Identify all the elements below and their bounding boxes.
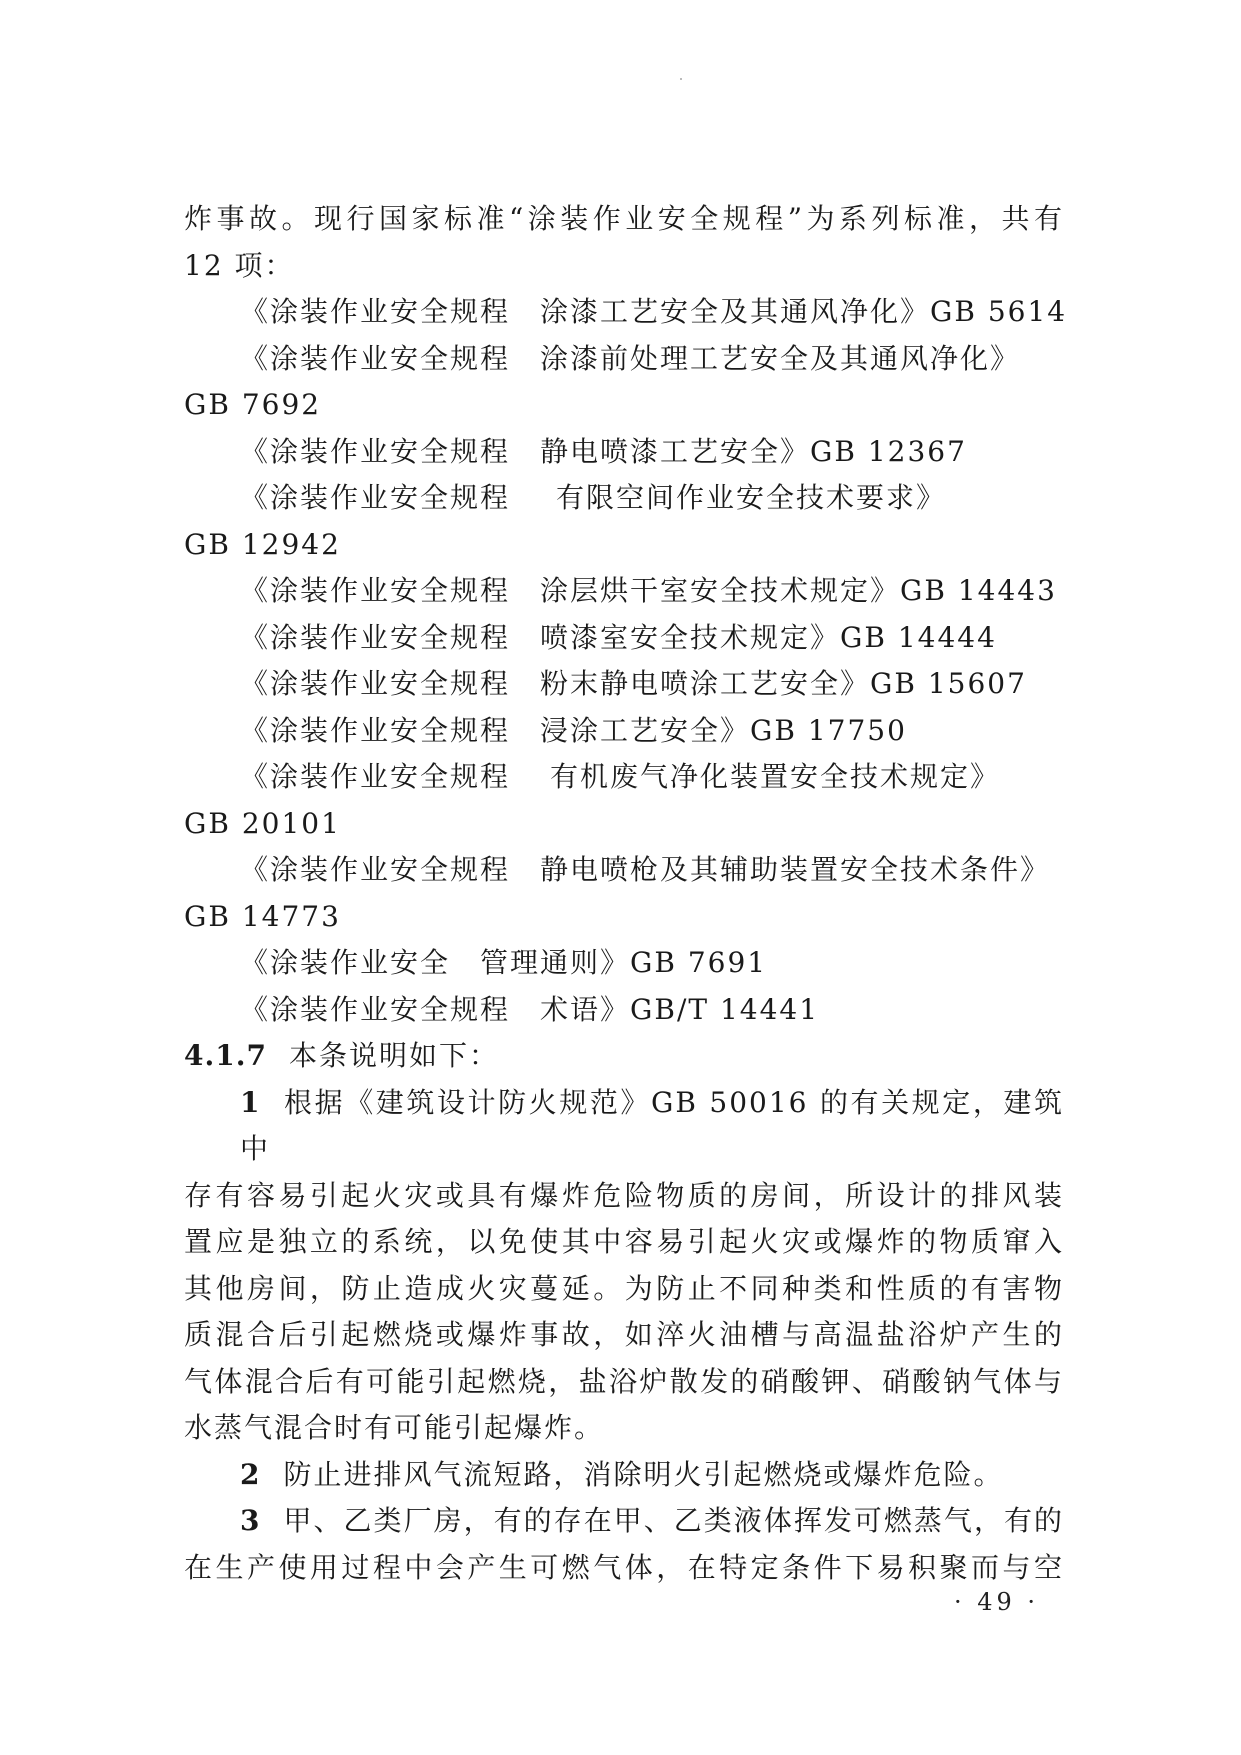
standard-title: 《涂装作业安全规程 [240,481,511,514]
standard-subtitle: 有机废气净化装置安全技术规定》 [550,760,1001,793]
standard-12 [184,987,1064,1034]
standard-3 [184,429,1064,476]
item-3-line-2: 在生产使用过程中会产生可燃气体，在特定条件下易积聚而与空 [184,1550,1064,1584]
standard-subtitle: 静电喷漆工艺安全》GB 12367 [540,434,967,468]
item-1-line-4: 其他房间，防止造成火灾蔓延。为防止不同种类和性质的有害物 [184,1271,1064,1305]
item-text: 防止进排风气流短路，消除明火引起燃烧或爆炸危险。 [283,1457,1004,1491]
standard-9-code: GB 20101 [184,806,341,840]
standard-title: 《涂装作业安全规程 [240,760,511,793]
item-1-line-3: 置应是独立的系统，以免使其中容易引起火灾或爆炸的物质窜入 [184,1225,1064,1258]
intro-line-2: 12 项： [184,248,295,282]
standard-10-code: GB 14773 [184,899,341,933]
item-1-line-5: 质混合后引起燃烧或爆炸事故，如淬火油槽与高温盐浴炉产生的 [184,1318,1064,1351]
standard-2-code: GB 7692 [184,388,322,421]
section-number: 4.1.7 [184,1039,267,1072]
standard-subtitle: 涂漆工艺安全及其通风净化》GB 5614 [540,295,1068,328]
section-heading [184,1033,1064,1080]
standard-2 [184,336,1064,383]
page-number: · 49 · [954,1588,1040,1616]
item-1-line-1 [184,1080,1064,1173]
standard-subtitle: 术语》GB/T 14441 [540,992,820,1026]
standard-subtitle: 管理通则》GB 7691 [480,946,768,979]
standard-title: 《涂装作业安全规程 [240,295,511,328]
item-1-line-2: 存有容易引起火灾或具有爆炸危险物质的房间，所设计的排风装 [184,1178,1064,1212]
standard-subtitle: 涂漆前处理工艺安全及其通风净化》 [540,341,1021,375]
standard-title: 《涂装作业安全 [240,946,451,979]
standard-9 [184,754,1064,801]
item-text: 根据《建筑设计防火规范》GB 50016 的有关规定，建筑中 [240,1085,1064,1165]
standard-4-code: GB 12942 [184,527,341,561]
standard-5 [184,568,1064,615]
standard-subtitle: 静电喷枪及其辅助装置安全技术条件》 [540,853,1051,886]
standard-title: 《涂装作业安全规程 [240,853,511,886]
standard-title: 《涂装作业安全规程 [240,341,511,375]
item-2-line-1 [184,1452,1064,1499]
standard-4 [184,475,1064,522]
item-3-line-1 [184,1498,1064,1545]
body-text [184,196,1068,1591]
standard-8 [184,708,1064,755]
item-number: 1 [240,1085,262,1119]
item-1-line-6: 气体混合后有可能引起燃烧，盐浴炉散发的硝酸钾、硝酸钠气体与 [184,1364,1064,1398]
standard-11 [184,940,1064,987]
standard-7 [184,661,1064,708]
standard-10 [184,847,1064,894]
standard-6 [184,615,1064,662]
scan-speck [680,78,682,80]
item-1-line-7: 水蒸气混合时有可能引起爆炸。 [184,1411,605,1444]
standard-title: 《涂装作业安全规程 [240,620,511,654]
intro-line-1: 炸事故。现行国家标准“涂装作业安全规程”为系列标准，共有 [184,202,1064,235]
item-number: 3 [240,1504,262,1537]
standard-title: 《涂装作业安全规程 [240,434,511,468]
standard-subtitle: 涂层烘干室安全技术规定》GB 14443 [540,574,1057,607]
section-heading-text: 本条说明如下： [288,1039,499,1072]
item-number: 2 [240,1457,262,1491]
standard-title: 《涂装作业安全规程 [240,992,511,1026]
standard-subtitle: 喷漆室安全技术规定》GB 14444 [540,620,997,654]
standard-title: 《涂装作业安全规程 [240,574,511,607]
standard-subtitle: 有限空间作业安全技术要求》 [556,481,947,514]
standard-1 [184,289,1068,336]
standard-subtitle: 粉末静电喷涂工艺安全》GB 15607 [540,667,1027,700]
standard-title: 《涂装作业安全规程 [240,667,511,700]
standard-subtitle: 浸涂工艺安全》GB 17750 [540,713,907,747]
item-text: 甲、乙类厂房，有的存在甲、乙类液体挥发可燃蒸气，有的 [283,1504,1064,1537]
standard-title: 《涂装作业安全规程 [240,713,511,747]
